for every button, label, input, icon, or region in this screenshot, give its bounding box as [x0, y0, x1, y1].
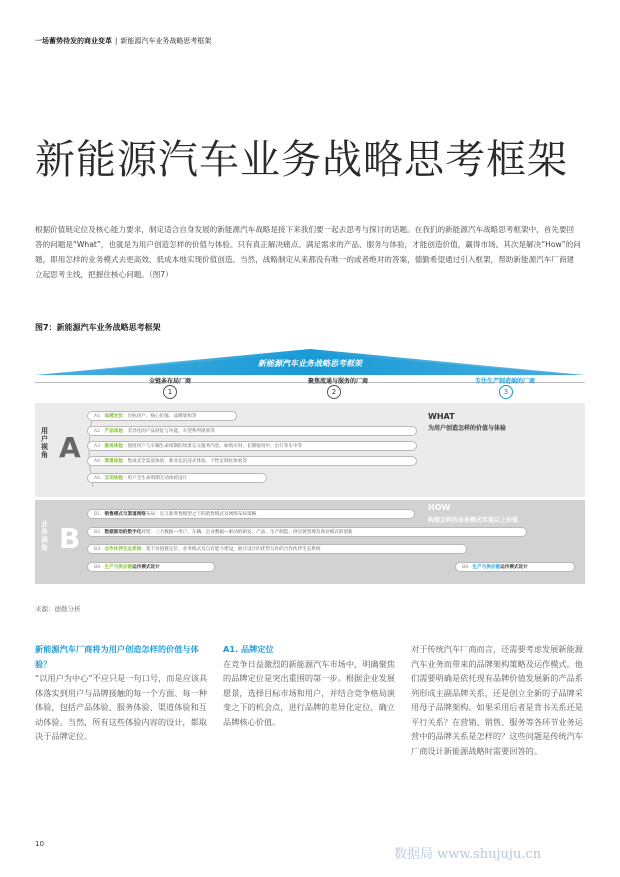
column-label-3: 专注生产制造端的厂商 [474, 378, 535, 385]
item-a1-key: 品牌定位 [104, 414, 123, 419]
item-a5 [87, 473, 267, 483]
header-subsection: 新能源汽车业务战略思考框架 [120, 37, 212, 45]
page-number: 10 [35, 840, 44, 848]
banner-title: 新能源汽车业务战略思考框架 [258, 359, 362, 368]
section-a-side-label: 用户视角 [41, 427, 48, 459]
figure-caption: 图7：新能源汽车业务战略思考框架 [35, 323, 161, 332]
section-a-heading: WHAT [428, 412, 455, 421]
col3-text: 对于传统汽车厂商而言，还需要考虑发展新能源汽车业务而带来的品牌架构策略及运作模式。他们需要明确是依托现有品牌价值发展新的产品系列形成主副品牌关系，还是创立全新的子品牌采用母子品牌架构。如果采用后者是背书关系还是平行关系？在营销、销售、服务等各环节业务运营中的品牌关系是怎样的？这些问题是传统汽车厂商设计新能源战略时需要回答的。 [411, 644, 583, 756]
item-b3-key: 合作伙伴生态系统 [104, 547, 142, 552]
item-a3-text: ：围绕用户与车辆生命周期的场景定义服务内容，如购买时、长期使用中、出行等车中等 [122, 444, 303, 449]
watermark: 数据局 www.shujuju.cn [394, 847, 542, 862]
item-a1-code: A1. [94, 414, 102, 419]
item-a5-code: A5. [94, 476, 102, 481]
running-header [35, 36, 211, 46]
item-b1-text: 布局：定义新零售模型之下的销售模式及网络布局策略 [145, 512, 257, 517]
item-b4-right-code: B4. [462, 565, 470, 570]
item-b4-left-key: 生产与供应链 [104, 565, 133, 570]
figure-source: 来源：德勤分析 [35, 605, 81, 613]
item-b4-right [455, 562, 575, 572]
item-a1-text: ：目标用户、核心价值、品牌架构等 [122, 414, 197, 419]
item-b4-left [87, 562, 215, 572]
body-column-2 [223, 642, 401, 729]
body-column-1 [35, 642, 215, 744]
item-a4-code: A4. [94, 459, 102, 464]
item-a2 [87, 426, 417, 436]
item-b2 [87, 527, 527, 537]
column-number-3: 3 [499, 385, 513, 399]
item-b3-text: ：基于价值链定位、业务模式及自有能力建设，展开设计的优势互补的合作伙伴生态系统 [141, 547, 321, 552]
item-a2-key: 产品体验 [104, 429, 123, 434]
item-a2-text: ：差异化的产品特征与功能、车型系列规划等 [122, 429, 215, 434]
item-a1 [87, 411, 237, 421]
column-number-1: 1 [163, 385, 177, 399]
section-a-subheading: 为用户创造怎样的价值与体验 [428, 425, 507, 432]
item-a2-code: A2. [94, 429, 102, 434]
page-title: 新能源汽车业务战略思考框架 [35, 137, 568, 183]
section-b-letter: B [59, 522, 81, 555]
item-a4-key: 渠道体验 [104, 459, 123, 464]
item-b4-left-code: B4. [94, 565, 102, 570]
item-b3-code: B3. [94, 547, 102, 552]
item-b2-code: B2. [94, 530, 102, 535]
item-a3-key: 服务体验 [104, 444, 123, 449]
column-label-2: 聚焦流通与服务的厂商 [307, 378, 368, 385]
item-a3 [87, 441, 417, 451]
section-b-heading: HOW [428, 503, 451, 512]
item-b1-code: B1. [94, 512, 102, 517]
item-a5-text: ：用户全生命周期互动体验设计 [122, 476, 188, 481]
item-b4-left-text: 运作模式设计 [132, 565, 160, 570]
item-b3 [87, 544, 467, 554]
item-b1 [87, 509, 415, 519]
header-separator: | [115, 37, 118, 45]
item-a5-key: 互动体验 [104, 476, 123, 481]
body-column-3 [411, 642, 583, 758]
item-b4-right-key: 生产与供应链 [472, 565, 501, 570]
column-number-2: 2 [327, 385, 341, 399]
section-b-side [35, 500, 83, 584]
item-a4-text: ：集成式全渠道体验、新业态沉浸式体验、个性定制化体验等 [122, 459, 247, 464]
item-a3-code: A3. [94, 444, 102, 449]
item-b2-key: 数据驱动的数字化 [104, 530, 142, 535]
item-b2-text: 转型：三大数据—用户、车辆、企业数据—驱动的研发、产品、生产制造、供应链管理及商业模式的创新 [141, 530, 353, 535]
section-a-side [35, 403, 83, 497]
col1-text: “以用户为中心”不应只是一句口号，而是应该具体落实到用户与品牌接触的每一个方面、每一种体验，包括产品体验、服务体验、渠道体验和互动体验。当然，所有这些体验内容的设计，都取决于品牌定位。 [35, 673, 208, 741]
header-section: 一场蓄势待发的商业变革 [35, 37, 112, 45]
section-b-subheading: 构建怎样的业务模式实现以上价值 [428, 517, 519, 524]
section-a-letter: A [59, 431, 81, 464]
item-b4-right-text: 运作模式设计 [500, 565, 528, 570]
column-label-1: 全链条布局厂商 [148, 378, 191, 385]
item-b1-key: 销售模式与渠道网络 [104, 512, 146, 517]
section-b-side-label: 业务视角 [41, 520, 48, 552]
col2-heading: A1. 品牌定位 [223, 644, 274, 654]
col2-text: 在竞争日益激烈的新能源汽车市场中，明确聚焦的品牌定位是突出重围的第一步。根据企业发展愿景，选择目标市场和用户，并结合竞争格局演变之下的机会点，进行品牌的差异化定位，确立品牌核心价值。 [223, 658, 395, 727]
item-a4 [87, 456, 417, 466]
strategy-framework-diagram [35, 345, 585, 585]
col1-heading: 新能源汽车厂商将为用户创造怎样的价值与体验？ [35, 644, 199, 669]
intro-paragraph: 根据价值链定位及核心能力要求，制定适合自身发展的新能源汽车战略是接下来我们要一起去思考与探讨的话题。在我们的新能源汽车战略思考框架中，首先要回答的问题是“What”，也就是为用户创造怎样的价值与体验。只有真正解决痛点、满足需求的产品、服务与体验，才能创造价值，赢得市场。其次是解决“How”的问题，即用怎样的业务模式去更高效、低成本地实现价值创造。当然，战略制定从来都没有唯一的或者绝对的答案，德勤希望通过引入框架，帮助新能源汽车厂商建立起思考主线，把握住核心问题。（图7） [35, 225, 581, 279]
column-headers [35, 375, 585, 401]
